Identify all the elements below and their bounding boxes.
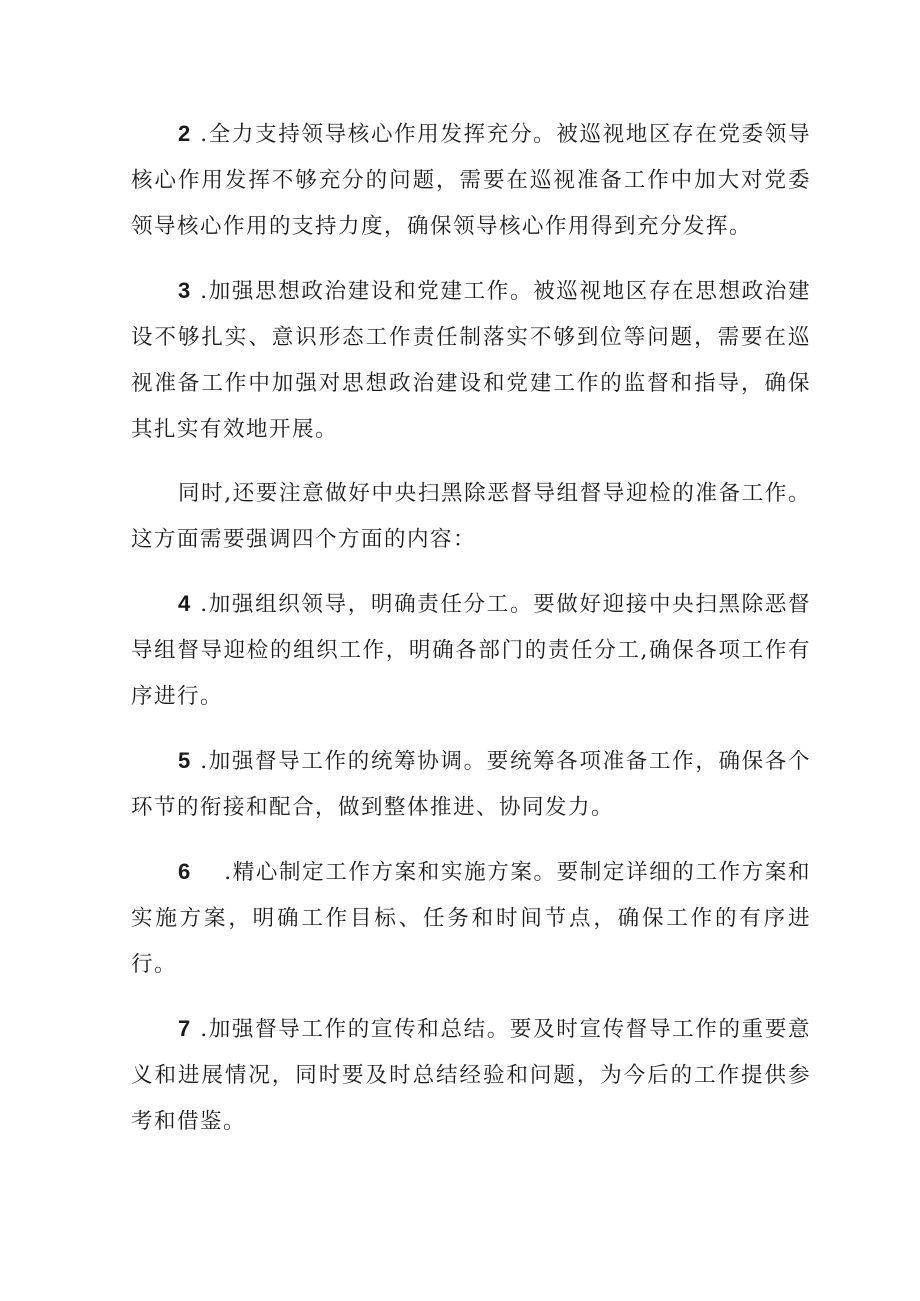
paragraph-text: 同时,还要注意做好中央扫黑除恶督导组督导迎检的准备工作。这方面需要强调四个方面的内容：	[131, 481, 811, 552]
item-number: 6	[178, 859, 191, 884]
paragraph-text: .加强督导工作的宣传和总结。要及时宣传督导工作的重要意义和进展情况，同时要及时总结经验和问题，为今后的工作提供参考和借鉴。	[131, 1017, 811, 1134]
item-number: 3	[178, 278, 191, 303]
paragraph-text: .加强思想政治建设和党建工作。被巡视地区存在思想政治建设不够扎实、意识形态工作责任制落实不够到位等问题，需要在巡视准备工作中加强对思想政治建设和党建工作的监督和指导，确保其扎实有效地开展。	[131, 279, 811, 442]
item-number: 5	[178, 748, 191, 773]
paragraph-item-5	[131, 738, 811, 831]
paragraph-text: .全力支持领导核心作用发挥充分。被巡视地区存在党委领导核心作用发挥不够充分的问题，需要在巡视准备工作中加大对党委领导核心作用的支持力度，确保领导核心作用得到充分发挥。	[131, 122, 811, 239]
paragraph-text: .加强组织领导，明确责任分工。要做好迎接中央扫黑除恶督导组督导迎检的组织工作，明确各部门的责任分工,确保各项工作有序进行。	[131, 592, 811, 709]
paragraph-item-7	[131, 1006, 811, 1145]
item-number: 7	[178, 1016, 191, 1041]
paragraph-item-2	[131, 111, 811, 250]
paragraph-item-6	[131, 849, 811, 988]
paragraph-text: .加强督导工作的统筹协调。要统筹各项准备工作，确保各个环节的衔接和配合，做到整体推进、协同发力。	[131, 749, 811, 820]
paragraph-item-3	[131, 268, 811, 453]
item-number: 2	[178, 121, 191, 146]
paragraph-intro	[131, 471, 811, 563]
paragraph-item-4	[131, 581, 811, 720]
item-number: 4	[178, 591, 191, 616]
paragraph-text: .精心制定工作方案和实施方案。要制定详细的工作方案和实施方案，明确工作目标、任务和时间节点，确保工作的有序进行。	[131, 860, 811, 977]
document-body	[131, 111, 811, 1163]
